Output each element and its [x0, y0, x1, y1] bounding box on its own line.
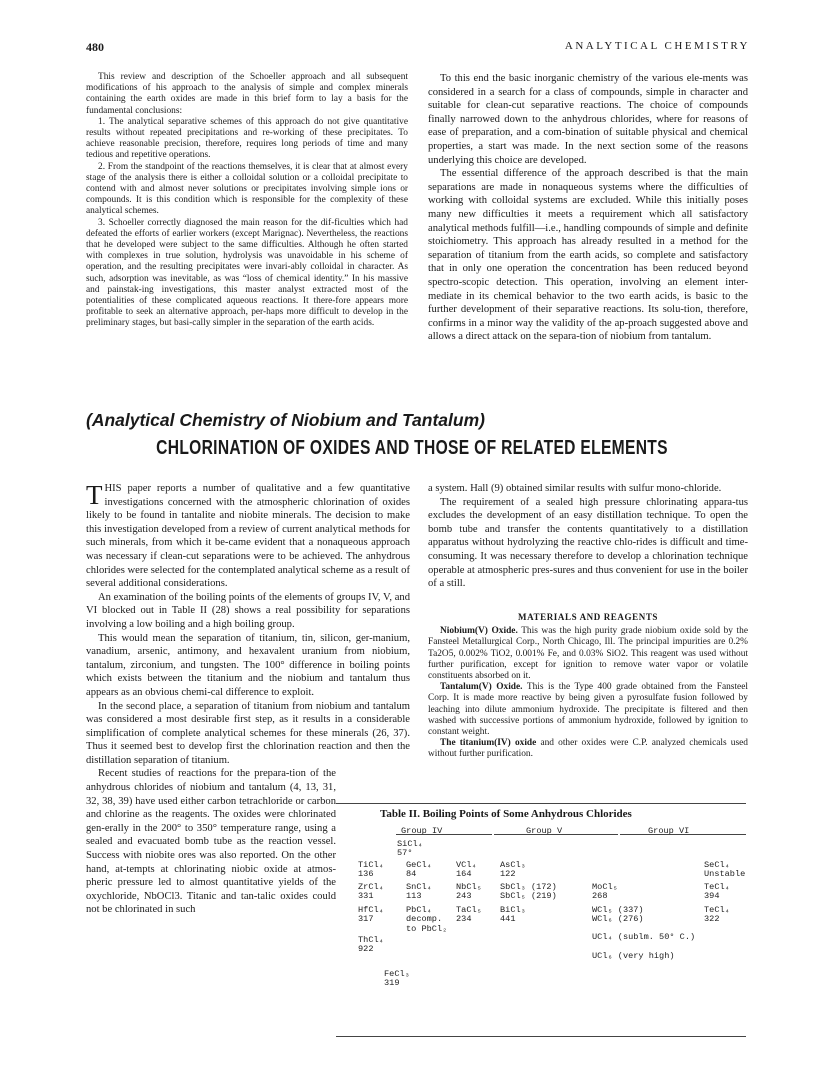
table-cell: FeCl₃ 319: [384, 969, 410, 989]
journal-running-head: ANALYTICAL CHEMISTRY: [564, 40, 750, 52]
table-cell: HfCl₄ 317: [358, 905, 384, 925]
body-paragraph: In the second place, a separation of titanium from niobium and tantalum was considered a most desirable first step, as it results in a considerable simplification of complete analytical schemes for these minerals (26, 37). Thus it seemed best to develop first the chlorination reaction and then the distillation separation of titanium.: [86, 700, 410, 766]
table-cell: ZrCl₄ 331: [358, 882, 384, 902]
page-number: 480: [86, 40, 104, 54]
table-cell: MoCl₅ 268: [592, 882, 618, 902]
table-cell: UCl₆ (very high): [592, 951, 675, 961]
table-cell: AsCl₃ 122: [500, 860, 526, 880]
article-title: CHLORINATION OF OXIDES AND THOSE OF RELATED ELEMENTS: [156, 437, 668, 459]
table-group-header: Group V: [526, 826, 563, 836]
article-subtitle: (Analytical Chemistry of Niobium and Tantalum): [86, 410, 485, 430]
reagent-text: and other oxides were C.P. analyzed chemicals used without further purification.: [428, 738, 748, 760]
table-cell: SeCl₄ Unstable: [704, 860, 746, 880]
drop-cap: T: [86, 480, 103, 510]
group-rule: [494, 834, 618, 835]
table-cell: TaCl₅ 234: [456, 905, 482, 925]
table-cell: ThCl₄ 922: [358, 935, 384, 955]
table-group-header: Group IV: [401, 826, 443, 836]
table-cell: NbCl₅ 243: [456, 882, 482, 902]
reagent-text: This was the high purity grade niobium oxide sold by the Fansteel Metallurgical Corp., North Chicago, Ill. The principal impurities are 0.2% Ta2O5, 0.002% TiO2, 0.001% Fe, and 0.03% SiO2. This reagent was used without further purification, except for ignition to remove water vapor or volatile constituents absorbed on it.: [428, 626, 748, 682]
intro-conclusion-2: 2. From the standpoint of the reactions themselves, it is clear that at almost every stage of the analysis there is either a colloidal solution or a colloidal precipitate to contend with and almost never solutions or precipitates involving simple ions or compounds. It is this condition which is responsible for the complexity of these analytical schemes.: [86, 161, 408, 217]
table-bottom-rule: [336, 1036, 746, 1037]
body-paragraph: a system. Hall (9) obtained similar results with sulfur mono-chloride.: [428, 483, 722, 494]
group-rule: [396, 834, 492, 835]
table-cell: TeCl₄ 322: [704, 905, 730, 925]
table-cell: PbCl₄ decomp. to PbCl₂: [406, 905, 448, 934]
body-paragraph: An examination of the boiling points of the elements of groups IV, V, and VI blocked out in Table II (28) shows a real possibility for separations involving a low boiling and a high boiling group.: [86, 591, 410, 630]
table-cell: BiCl₃ 441: [500, 905, 526, 925]
reagent-text: This is the Type 400 grade obtained from the Fansteel Corp. It is made more reactive by being given a pyrosulfate fusion followed by leaching into dilute ammonium hydroxide. The precipitate is filtered and then washed with successive portions of ammonium hydroxide, followed by ignition to constant weight.: [428, 682, 748, 738]
body-paragraph: The requirement of a sealed high pressure chlorinating appara-tus excludes the development of an easy distillation technique. To open the bomb tube and transfer the contents quantitatively to a distillation apparatus without hydrolyzing the reactive chlo-rides is difficult and time-consuming. It was necessary therefore to develop a chlorination technique operable at atmospheric pres-sures and thus convenient for use in the boiler of a still.: [428, 496, 748, 590]
table-cell: TeCl₄ 394: [704, 882, 730, 902]
intro-conclusion-3: 3. Schoeller correctly diagnosed the main reason for the dif-ficulties which had defeated the efforts of earlier workers (except Marignac). Nevertheless, the reactions that he developed were subject to the same difficulties. Although he often started with complexes in true solution, hydrolysis was unavoidable in his scheme of operation, and the resulting precipitates were invari-ably colloidal in character. As such, adsorption was inevitable, as was “loss of chemical identity.” In his massive and painstak-ing investigations, this master analyst extracted most of the potentialities of these complicated aqueous reactions. It there-fore appears more profitable to seek an alternative approach, per-haps more difficult to develop in the preliminary stages, but basi-cally simpler in the separation of the earth acids.: [86, 217, 408, 329]
table-cell: SnCl₄ 113: [406, 882, 432, 902]
body-paragraph: This would mean the separation of titanium, tin, silicon, ger-manium, vanadium, arsenic, antimony, and hexavalent uranium from niobium, tantalum, zirconium, and tungsten. The 100° difference in boiling points which exists between the titanium and the niobium and tantalum thus appears as an obvious chemi-cal difference to exploit.: [86, 632, 410, 698]
table-group-header: Group VI: [648, 826, 690, 836]
table-cell: WCl₅ (337) WCl₆ (276): [592, 905, 644, 925]
group-rule: [620, 834, 746, 835]
reagent-label: Niobium(V) Oxide.: [440, 626, 518, 637]
table-title: Table II. Boiling Points of Some Anhydrous Chlorides: [380, 808, 632, 820]
intro-conclusion-1: 1. The analytical separative schemes of this approach do not give quantitative results without repeated precipitations and re-working of these precipitates. To achieve reasonable precision, therefore, requires long periods of time and many tedious and repetitive operations.: [86, 116, 408, 161]
intro-paragraph: This review and description of the Schoeller approach and all subsequent modifications of his approach to the analysis of simple and complex minerals containing the earth oxides are made in this brief form to lay a basis for the fundamental conclusions:: [86, 72, 408, 116]
reagent-label: Tantalum(V) Oxide.: [440, 682, 523, 693]
opening-text: HIS paper reports a number of qualitative and a few quantitative investigations concerned with the atmospheric chlorination of oxides likely to be found in tantalite and niobite minerals. The decision to make this investigation developed from a review of current analytical methods for such minerals, from which it be-came evident that a nonaqueous approach was necessary if clean-cut separations were to be achieved. The anhydrous chlorides were selected for the contemplated analytical scheme as a result of several additional considerations.: [86, 483, 410, 590]
reagent-label: The titanium(IV) oxide: [440, 738, 537, 749]
intro-right-paragraph: The essential difference of the approach described is that the main separations are made in nonaqueous systems where the difficulties of working with colloidal systems are excluded. While this initially poses many new difficulties it meets a requirement which all satisfactory analytical methods fulfill—i.e., handling compounds of simple and definite stoichiometry. This approach has already resulted in a method for the separation of titanium from the earth acids, so complete and satisfactory that in only one operation the concentration has been reduced beyond spectro-scopic detection. This operation, involving an element inter-mediate in its chemical behavior to the two earth acids, is basic to the further development of their separative reactions. Its solu-tion, therefore, confirms in a minor way the validity of the ap-proach suggested above and allows a direct attack on the separa-tion of niobium from tantalum.: [428, 168, 748, 343]
table-cell: VCl₄ 164: [456, 860, 477, 880]
table-cell: TiCl₄ 136: [358, 860, 384, 880]
table-cell: SiCl₄ 57°: [397, 839, 423, 859]
intro-right-paragraph: To this end the basic inorganic chemistry of the various ele-ments was considered in a search for a class of compounds, simple in character and suitable for clean-cut separative reactions. The choice of compounds finally narrowed down to the anhydrous chlorides, where for reasons of ease of preparation, and a com-bination of suitable physical and chemical properties, a start was made. In the next section some of the reasons underlying this choice are developed.: [428, 73, 748, 166]
table-cell: UCl₄ (sublm. 50° C.): [592, 932, 696, 942]
table-cell: GeCl₄ 84: [406, 860, 432, 880]
table-cell: SbCl₃ (172) SbCl₅ (219): [500, 882, 557, 902]
section-heading: MATERIALS AND REAGENTS: [517, 612, 659, 622]
body-paragraph: Recent studies of reactions for the prepara-tion of the anhydrous chlorides of niobium and tantalum (4, 13, 31, 32, 38, 39) have used either carbon tetrachloride or carbon and chlorine as the reagents. The oxides were chlorinated gen-erally in the 200° to 350° temperature range, using a sealed and evacuated bomb tube as the reaction vessel. Success with niobite ores was also reported. On the other hand, at-tempts at chlorinating niobic oxide at atmos-pheric pressure led to almost quantitative yields of the oxychloride, NbOCl3. Titanic and tan-talic oxides could not be chlorinated in such: [86, 768, 336, 916]
